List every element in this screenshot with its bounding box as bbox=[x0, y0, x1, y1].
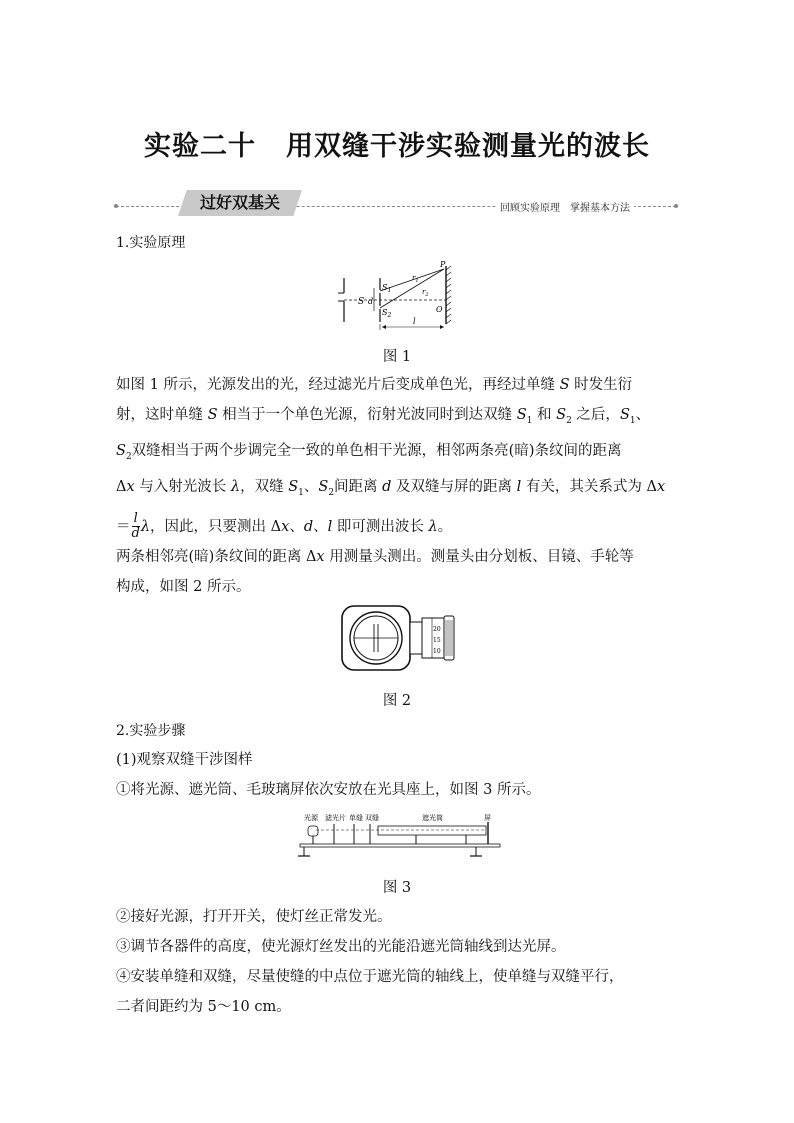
fig1-label-O: O bbox=[436, 305, 443, 314]
fig2-caption: 图 2 bbox=[382, 693, 412, 709]
fig1-label-S1: $S_1$ bbox=[382, 283, 392, 294]
step-item4a: ④安装单缝和双缝，尽量使缝的中点位于遮光筒的轴线上，使单缝与双缝平行， bbox=[116, 969, 624, 985]
step1-block bbox=[116, 745, 681, 805]
banner-right-dot bbox=[674, 204, 678, 208]
step1-heading: (1)观察双缝干涉图样 bbox=[116, 752, 253, 768]
fig3-label-filter: 滤光片 bbox=[325, 814, 346, 822]
fig3-label-double-slit: 双缝 bbox=[365, 814, 379, 822]
fig3-label-single-slit: 单缝 bbox=[349, 814, 363, 822]
fig1-caption: 图 1 bbox=[382, 349, 412, 365]
section1-heading: 1.实验原理 bbox=[116, 235, 186, 251]
fig2-scale-10: 10 bbox=[433, 648, 441, 655]
step1-item1: ①将光源、遮光筒、毛玻璃屏依次安放在光具座上，如图 3 所示。 bbox=[116, 782, 541, 798]
fig1-label-d: d bbox=[368, 297, 374, 306]
fig1-label-P: P bbox=[440, 260, 446, 269]
fig2-measuring-head bbox=[340, 602, 460, 674]
fig2-scale-20: 20 bbox=[433, 626, 441, 633]
steps-list bbox=[116, 902, 681, 1022]
page-title bbox=[0, 124, 794, 163]
section2-heading: 2.实验步骤 bbox=[116, 723, 186, 739]
fig1-label-S2: $S_2$ bbox=[382, 308, 392, 319]
fig2-scale-15: 15 bbox=[433, 637, 441, 644]
fig1-label-r1: $r_1$ bbox=[412, 274, 419, 284]
fig1-label-l: l bbox=[413, 317, 416, 326]
banner-label: 过好双基关 bbox=[199, 193, 280, 212]
fig3-label-screen: 屏 bbox=[484, 814, 491, 822]
formula-fraction: $\frac{l}{d}$ bbox=[131, 511, 140, 542]
step-item4b: 二者间距约为 5～10 cm。 bbox=[116, 999, 291, 1015]
title-part2: 用双缝干涉实验测量光的波长 bbox=[286, 131, 650, 162]
banner-left-dot bbox=[114, 204, 118, 208]
fig3-caption: 图 3 bbox=[382, 880, 412, 896]
step-item3: ③调节各器件的高度，使光源灯丝发出的光能沿遮光筒轴线到达光屏。 bbox=[116, 939, 566, 955]
fig3-label-light-source: 光源 bbox=[304, 814, 318, 822]
fig3-apparatus bbox=[296, 810, 506, 860]
step-item2: ②接好光源，打开开关，使灯丝正常发光。 bbox=[116, 909, 392, 925]
fig1-double-slit-diagram bbox=[330, 260, 460, 332]
fig1-label-r2: $r_2$ bbox=[422, 288, 429, 298]
banner-subtitle: 回顾实验原理 掌握基本方法 bbox=[496, 199, 634, 214]
fig3-label-tube: 遮光筒 bbox=[422, 814, 443, 822]
title-part1: 实验二十 bbox=[144, 131, 256, 162]
principle-paragraph: 如图 1 所示，光源发出的光，经过滤光片后变成单色光，再经过单缝 S 时发生衍 射，这时单缝 S 相当于一个单色光源，衍射光波同时到达双缝 $S_1$ 和 $S_2$ 之后，$S_1$、 $S_2$双缝相当于两个步调完全一致的单色相干光源，相邻两条亮(暗)条纹间的距离 Δx 与入射光波长 λ，双缝 $S_1$、$S_2$间距离 d 及双缝与屏的距离 l 有关，其关系式为 Δx ＝ $\frac{l}{d}$ λ，因此，只要测出 Δx、d、l 即可测出波长 λ。 两条相邻亮(暗)条纹间的距离 Δx 用测量头测出。测量头由分划板、目镜、手轮等 构成，如图 2 所示。 bbox=[116, 377, 666, 595]
fig1-label-S: S bbox=[358, 297, 365, 307]
